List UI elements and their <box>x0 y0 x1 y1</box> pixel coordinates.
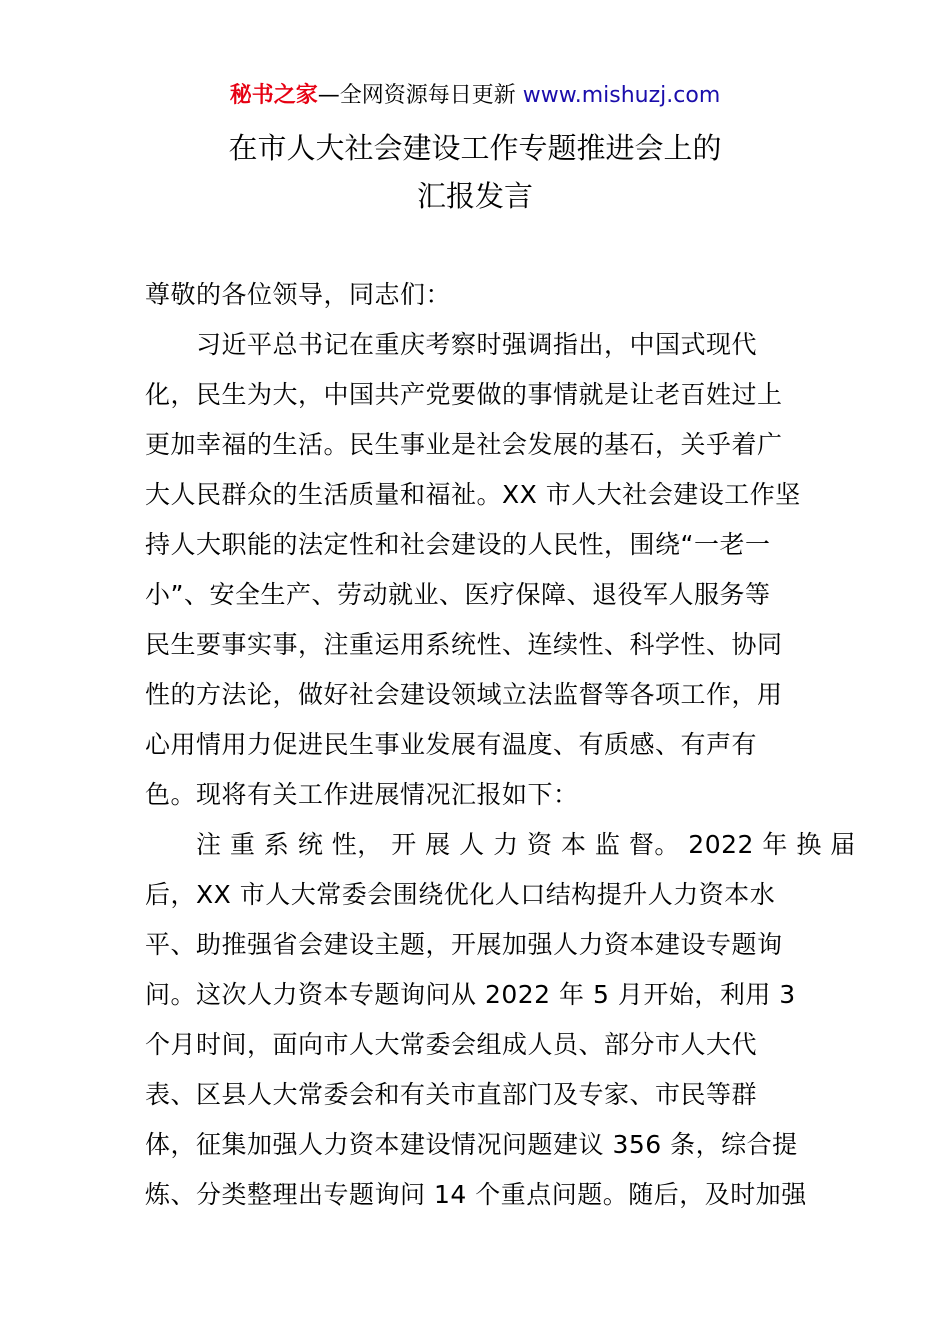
body-line: 注 重 系 统 性， 开 展 人 力 资 本 监 督。 2022 年 换 届 <box>145 830 856 859</box>
site-brand: 秘书之家 <box>229 83 318 108</box>
body-line: 问。这次人力资本专题询问从 2022 年 5 月开始，利用 3 <box>145 980 796 1009</box>
body-line: 炼、分类整理出专题询问 14 个重点问题。随后，及时加强 <box>145 1180 807 1209</box>
body-line: 小”、安全生产、劳动就业、医疗保障、退役军人服务等 <box>145 580 771 609</box>
body-line: 性的方法论，做好社会建设领域立法监督等各项工作，用 <box>145 680 783 709</box>
document-title-line-2: 汇报发言 <box>416 179 533 213</box>
body-line: 尊敬的各位领导，同志们： <box>145 280 452 309</box>
body-line: 后，XX 市人大常委会围绕优化人口结构提升人力资本水 <box>145 880 776 909</box>
body-line: 大人民群众的生活质量和福祉。XX 市人大社会建设工作坚 <box>145 480 801 509</box>
site-tagline: —全网资源每日更新 <box>317 83 523 108</box>
body-line: 持人大职能的法定性和社会建设的人民性，围绕“一老一 <box>145 530 771 559</box>
body-line: 习近平总书记在重庆考察时强调指出，中国式现代 <box>145 330 758 359</box>
body-line: 心用情用力促进民生事业发展有温度、有质感、有声有 <box>145 730 758 759</box>
body-line: 个月时间，面向市人大常委会组成人员、部分市人大代 <box>145 1030 758 1059</box>
body-line: 表、区县人大常委会和有关市直部门及专家、市民等群 <box>145 1080 758 1109</box>
body-line: 更加幸福的生活。民生事业是社会发展的基石，关乎着广 <box>145 430 783 459</box>
document-title-line-1: 在市人大社会建设工作专题推进会上的 <box>228 131 722 165</box>
body-line: 化，民生为大，中国共产党要做的事情就是让老百姓过上 <box>145 380 783 409</box>
body-line: 色。现将有关工作进展情况汇报如下： <box>145 780 579 809</box>
site-header <box>0 78 950 114</box>
body-line: 体，征集加强人力资本建设情况问题建议 356 条，综合提 <box>145 1130 798 1159</box>
body-line: 民生要事实事，注重运用系统性、连续性、科学性、协同 <box>145 630 783 659</box>
body-line: 平、助推强省会建设主题，开展加强人力资本建设专题询 <box>145 930 783 959</box>
site-url[interactable]: www.mishuzj.com <box>522 83 721 108</box>
